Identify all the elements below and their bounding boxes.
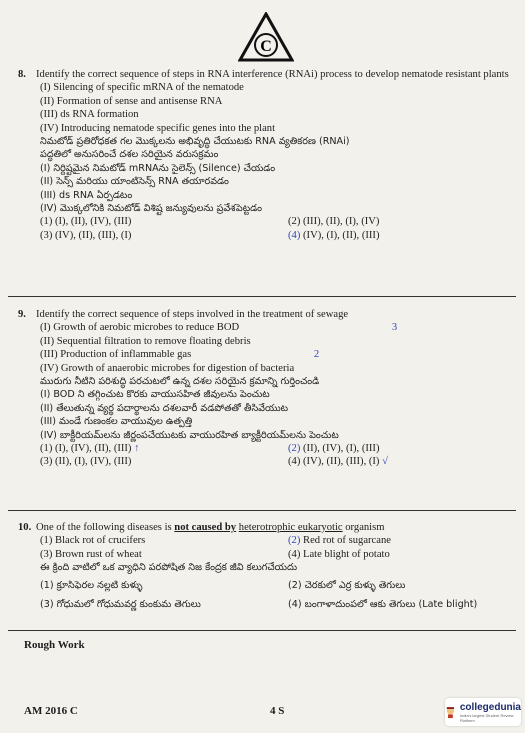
option-4[interactable]: (4) (IV), (II), (III), (I) √ bbox=[288, 456, 388, 468]
statement-4: (IV) Introducing nematode specific genes into the plant bbox=[40, 122, 276, 134]
option-2[interactable]: (2) Red rot of sugarcane bbox=[288, 535, 391, 547]
divider bbox=[8, 510, 516, 511]
option-4[interactable]: (4) (IV), (I), (II), (III) bbox=[288, 229, 380, 241]
statement-4: (IV) Growth of anaerobic microbes for digestion of bacteria bbox=[40, 362, 295, 374]
statement-2: (II) Sequential filtration to remove floating debris bbox=[40, 335, 251, 347]
statement-3: (III) Production of inflammable gas 2 bbox=[40, 349, 320, 361]
divider bbox=[8, 296, 516, 297]
statement-telugu-2: (II) సెన్స్ మరియు యాంటిసెన్స్ RNA తయారవడం bbox=[40, 176, 229, 188]
option-telugu-1[interactable]: (1) క్రూసిఫెరల నల్లటి కుళ్ళు bbox=[40, 579, 143, 591]
question-stem-telugu-2: పద్ధతిలో అనుసరించే దశల సరియైన వరుసక్రమం bbox=[40, 149, 219, 161]
booklet-code-c-logo bbox=[238, 12, 294, 62]
question-stem-english: Identify the correct sequence of steps in RNA interference (RNAi) process to develop nematode resistant plants bbox=[36, 69, 509, 80]
page-number: 4 S bbox=[270, 705, 285, 717]
rough-work-label: Rough Work bbox=[24, 639, 85, 651]
option-3[interactable]: (3) (IV), (II), (III), (I) bbox=[40, 229, 132, 241]
answer-options bbox=[40, 215, 510, 242]
divider bbox=[8, 630, 516, 631]
option-2[interactable]: (2) (III), (II), (I), (IV) bbox=[288, 216, 380, 228]
option-1[interactable]: (1) Black rot of crucifers bbox=[40, 535, 146, 547]
option-3[interactable]: (3) Brown rust of wheat bbox=[40, 548, 142, 560]
question-stem-telugu: మురుగు నీటిని పరిశుద్ధి పరచుటలో ఉన్న దశల సరియైన క్రమాన్ని గుర్తించండి bbox=[40, 376, 320, 388]
mascot-icon bbox=[445, 702, 456, 722]
statement-telugu-1: (I) నిర్దిష్టమైన నిమటోడ్ mRNAను సైలెన్స్ (Silence) చేయడం bbox=[40, 162, 276, 174]
option-4[interactable]: (4) Late blight of potato bbox=[288, 548, 390, 560]
statement-1: (I) Silencing of specific mRNA of the nematode bbox=[40, 82, 244, 94]
brand-name: collegedunia bbox=[459, 701, 521, 713]
statement-telugu-3: (III) ds RNA ఏర్పడటం bbox=[40, 189, 133, 201]
answer-options bbox=[40, 442, 510, 469]
question-stem-english: Identify the correct sequence of steps involved in the treatment of sewage bbox=[36, 309, 349, 320]
question-number: 9. bbox=[18, 309, 26, 320]
statement-telugu-4: (IV) మొక్కలోనికి నిమటోడ్ విశిష్ట జన్యువులను ప్రవేశపెట్టడం bbox=[40, 203, 262, 215]
option-telugu-2[interactable]: (2) చెరకులో ఎర్ర కుళ్ళు తెగులు bbox=[288, 579, 406, 591]
question-10 bbox=[18, 521, 510, 611]
statement-2: (II) Formation of sense and antisense RNA bbox=[40, 95, 223, 107]
answer-options-telugu bbox=[40, 579, 510, 612]
statement-telugu-3: (III) మండే గుణంకల వాయువుల ఉత్పత్తి bbox=[40, 416, 193, 428]
option-1[interactable]: (1) (I), (IV), (II), (III) ↑ bbox=[40, 443, 140, 455]
exam-code: AM 2016 C bbox=[24, 705, 78, 717]
question-stem-telugu-1: నిమటోడ్ ప్రతిరోధకత గల మొక్కలను అభివృద్ధి చేయుటకు RNA వ్యతికరణ (RNAi) bbox=[40, 136, 350, 148]
statement-telugu-4: (IV) బాక్టీరియమ్‌లను జీర్ణంపచేయుటకు వాయురహిత బ్యాక్టీరియమ్‌లను పెంచుట bbox=[40, 429, 339, 441]
option-telugu-3[interactable]: (3) గోధుమలో గోధుమవర్ణ కుంకుమ తెగులు bbox=[40, 599, 201, 611]
statement-telugu-1: (I) BOD ని తగ్గించుట కొరకు వాయుసహిత జీవులను పెంచుట bbox=[40, 389, 270, 401]
answer-options bbox=[40, 534, 510, 561]
pen-mark: (4) bbox=[288, 229, 301, 241]
option-1[interactable]: (1) (I), (II), (IV), (III) bbox=[40, 216, 132, 228]
statement-3: (III) ds RNA formation bbox=[40, 109, 139, 121]
option-telugu-4[interactable]: (4) బంగాళాదుంపలో ఆకు తెగులు (Late blight) bbox=[288, 599, 478, 611]
statement-1: (I) Growth of aerobic microbes to reduce BOD 3 bbox=[40, 322, 398, 334]
question-9 bbox=[18, 308, 510, 469]
option-3[interactable]: (3) (II), (I), (IV), (III) bbox=[40, 456, 132, 468]
question-8 bbox=[18, 68, 510, 242]
brand-tagline: India's largest Student Review Platform bbox=[459, 712, 514, 723]
question-number: 8. bbox=[18, 69, 26, 80]
question-stem-telugu: ఈ క్రింది వాటిలో ఒక వ్యాధిని పరపోషిత నిజ కేంద్రక జీవి కలుగచేయదు bbox=[40, 562, 298, 574]
question-number: 10. bbox=[18, 522, 32, 533]
option-2[interactable]: (2) (II), (IV), (I), (III) bbox=[288, 443, 380, 455]
booklet-code-letter: C bbox=[260, 38, 272, 55]
collegedunia-watermark bbox=[445, 698, 521, 726]
question-stem-english: One of the following diseases is not caused by heterotrophic eukaryotic organism bbox=[36, 522, 385, 533]
statement-telugu-2: (II) తేలుతున్న వ్యర్థ పదార్థాలను దశలవారీ వడపోతతో తీసివేయుట bbox=[40, 402, 289, 414]
